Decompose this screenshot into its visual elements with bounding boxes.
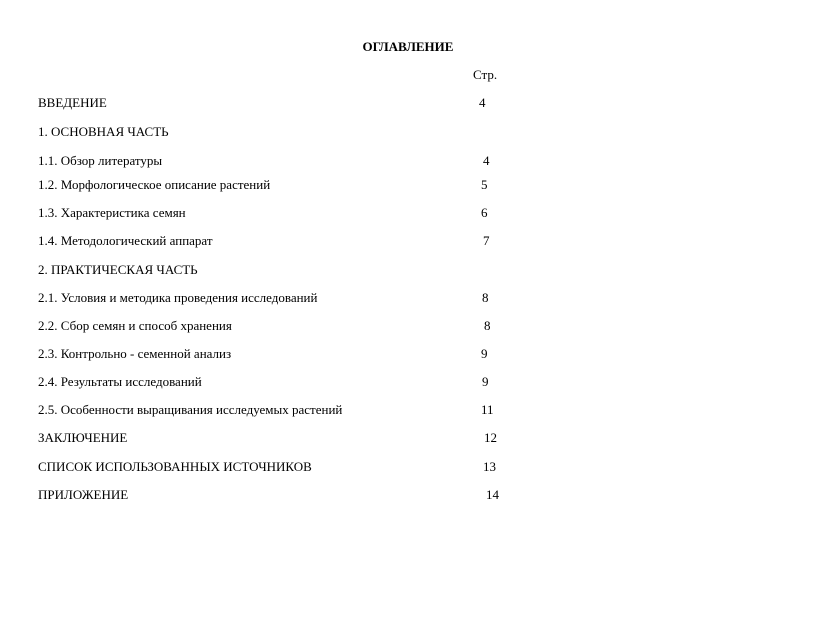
toc-entry bbox=[38, 459, 508, 477]
toc-entry-page: 14 bbox=[486, 487, 499, 502]
toc-entry-page: 12 bbox=[484, 430, 497, 445]
toc-entry-label: 2.5. Особенности выращивания исследуемых растений bbox=[38, 402, 343, 417]
toc-entry bbox=[38, 124, 508, 142]
toc-entry bbox=[38, 374, 508, 392]
toc-entry-label: 2.2. Сбор семян и способ хранения bbox=[38, 318, 232, 333]
toc-entry-page: 9 bbox=[482, 374, 489, 389]
toc-entry-label: СПИСОК ИСПОЛЬЗОВАННЫХ ИСТОЧНИКОВ bbox=[38, 459, 312, 474]
toc-entry-page: 5 bbox=[481, 177, 488, 192]
toc-entry-page: 9 bbox=[481, 346, 488, 361]
toc-entry bbox=[38, 318, 508, 336]
page-column-header: Стр. bbox=[473, 67, 498, 82]
toc-entry-label: ПРИЛОЖЕНИЕ bbox=[38, 487, 129, 502]
toc-entry bbox=[38, 346, 508, 364]
toc-entry bbox=[38, 487, 508, 505]
toc-entry-label: 2.4. Результаты исследований bbox=[38, 374, 202, 389]
toc-entry-page: 8 bbox=[482, 290, 489, 305]
toc-entry-label: 2. ПРАКТИЧЕСКАЯ ЧАСТЬ bbox=[38, 262, 198, 277]
toc-entry-page: 4 bbox=[483, 153, 490, 168]
toc-entry bbox=[38, 290, 508, 308]
toc-entry-page: 11 bbox=[481, 402, 494, 417]
toc-entry-label: 1.2. Морфологическое описание растений bbox=[38, 177, 271, 192]
toc-entry-label: ЗАКЛЮЧЕНИЕ bbox=[38, 430, 128, 445]
toc-entry bbox=[38, 153, 508, 171]
toc-entry bbox=[38, 262, 508, 280]
toc-entry bbox=[38, 177, 508, 195]
toc-entry-page: 4 bbox=[479, 95, 486, 110]
toc-entry bbox=[38, 402, 508, 420]
toc-entry-label: ВВЕДЕНИЕ bbox=[38, 95, 107, 110]
toc-entry-label: 1. ОСНОВНАЯ ЧАСТЬ bbox=[38, 124, 169, 139]
toc-entry-page: 13 bbox=[483, 459, 496, 474]
toc-entry-page: 8 bbox=[484, 318, 491, 333]
toc-entry bbox=[38, 233, 508, 251]
toc-entry bbox=[38, 430, 508, 448]
toc-entry-page: 6 bbox=[481, 205, 488, 220]
toc-entry-label: 2.1. Условия и методика проведения исследований bbox=[38, 290, 318, 305]
toc-entry-page: 7 bbox=[483, 233, 490, 248]
toc-entry-label: 1.4. Методологический аппарат bbox=[38, 233, 213, 248]
toc-entry-label: 1.3. Характеристика семян bbox=[38, 205, 186, 220]
page-title: ОГЛАВЛЕНИЕ bbox=[362, 39, 454, 54]
toc-entry-label: 1.1. Обзор литературы bbox=[38, 153, 163, 168]
toc-entry bbox=[38, 205, 508, 223]
toc-entry bbox=[38, 95, 508, 113]
toc-entry-label: 2.3. Контрольно - семенной анализ bbox=[38, 346, 232, 361]
